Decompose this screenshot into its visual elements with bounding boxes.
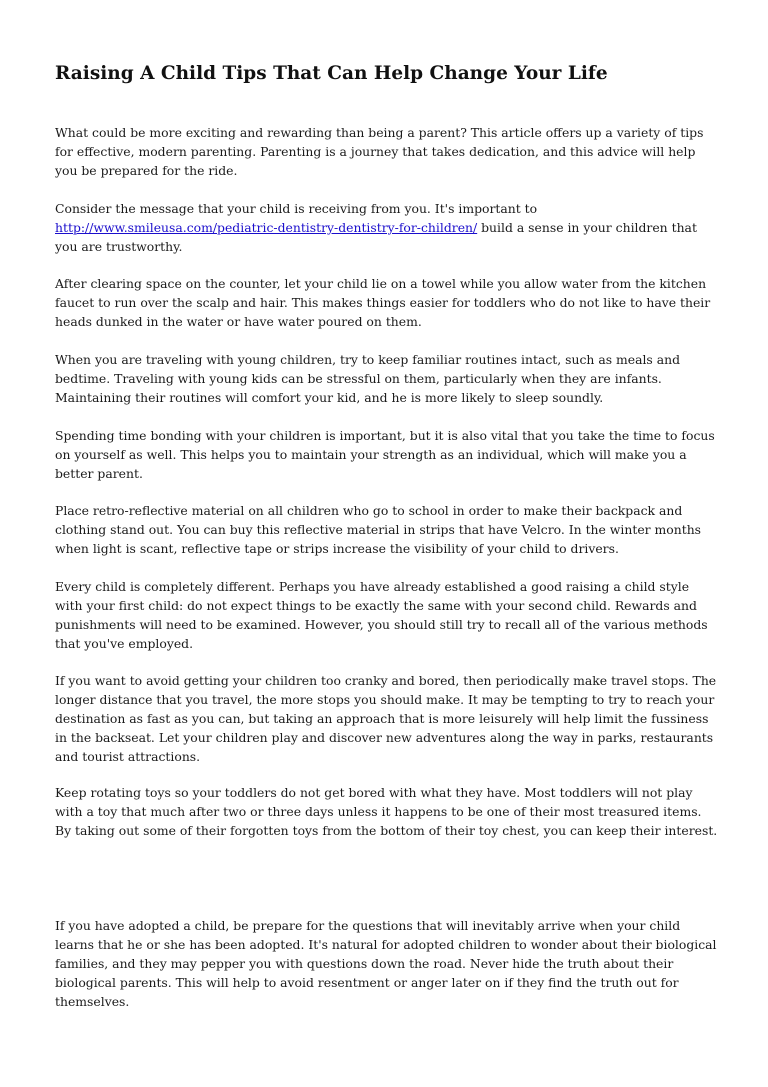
paragraph-travel-routines: When you are traveling with young children, try to keep familiar routines intact, such as meals and bedtime. Traveling with young kids can be stressful on them, particularly when they are infants. Maintaining their routines will comfort your kid, and he is more likely to sleep soundly.: [55, 352, 681, 405]
paragraph-self-care: Spending time bonding with your children is important, but it is also vital that you take the time to focus on yourself as well. This helps you to maintain your strength as an individual, which will make you a better parent.: [55, 428, 715, 481]
smileusa-link[interactable]: http://www.smileusa.com/pediatric-dentistry-dentistry-for-children/: [55, 220, 478, 235]
paragraph-bath-tip: After clearing space on the counter, let your child lie on a towel while you allow water from the kitchen faucet to run over the scalp and hair. This makes things easier for toddlers who do not like to have their heads dunked in the water or have water poured on them.: [55, 276, 711, 329]
paragraph-every-child-different: Every child is completely different. Perhaps you have already established a good raising a child style with your first child: do not expect things to be exactly the same with your second child. Rewards and punishments will need to be examined. However, you should still try to recall all of the various methods that you've employed.: [55, 579, 708, 651]
page-title: Raising A Child Tips That Can Help Change Your Life: [55, 63, 608, 84]
paragraph-intro: What could be more exciting and rewarding than being a parent? This article offers up a variety of tips for effective, modern parenting. Parenting is a journey that takes dedication, and this advice will help you be prepared for the ride.: [55, 125, 704, 178]
paragraph-text-before-link: Consider the message that your child is receiving from you. It's important to: [55, 201, 538, 216]
paragraph-trust-message: [55, 199, 720, 256]
paragraph-adoption: If you have adopted a child, be prepare for the questions that will inevitably arrive when your child learns that he or she has been adopted. It's natural for adopted children to wonder about their biological families, and they may pepper you with questions down the road. Never hide the truth about their biological parents. This will help to avoid resentment or anger later on if they find the truth out for themselves.: [55, 918, 717, 1009]
paragraph-text-after-link: build a sense in your children that you are trustworthy.: [55, 220, 697, 254]
paragraph-reflective-material: Place retro-reflective material on all children who go to school in order to make their backpack and clothing stand out. You can buy this reflective material in strips that have Velcro. In the winter months when light is scant, reflective tape or strips increase the visibility of your child to drivers.: [55, 503, 702, 556]
paragraph-travel-stops: If you want to avoid getting your children too cranky and bored, then periodically make travel stops. The longer distance that you travel, the more stops you should make. It may be tempting to try to reach your destination as fast as you can, but taking an approach that is more leisurely will help limit the fussiness in the backseat. Let your children play and discover new adventures along the way in parks, restaurants and tourist attractions.: [55, 673, 717, 764]
paragraph-rotating-toys: Keep rotating toys so your toddlers do not get bored with what they have. Most toddlers will not play with a toy that much after two or three days unless it happens to be one of their most treasured items. By taking out some of their forgotten toys from the bottom of their toy chest, you can keep their interest.: [55, 785, 718, 838]
